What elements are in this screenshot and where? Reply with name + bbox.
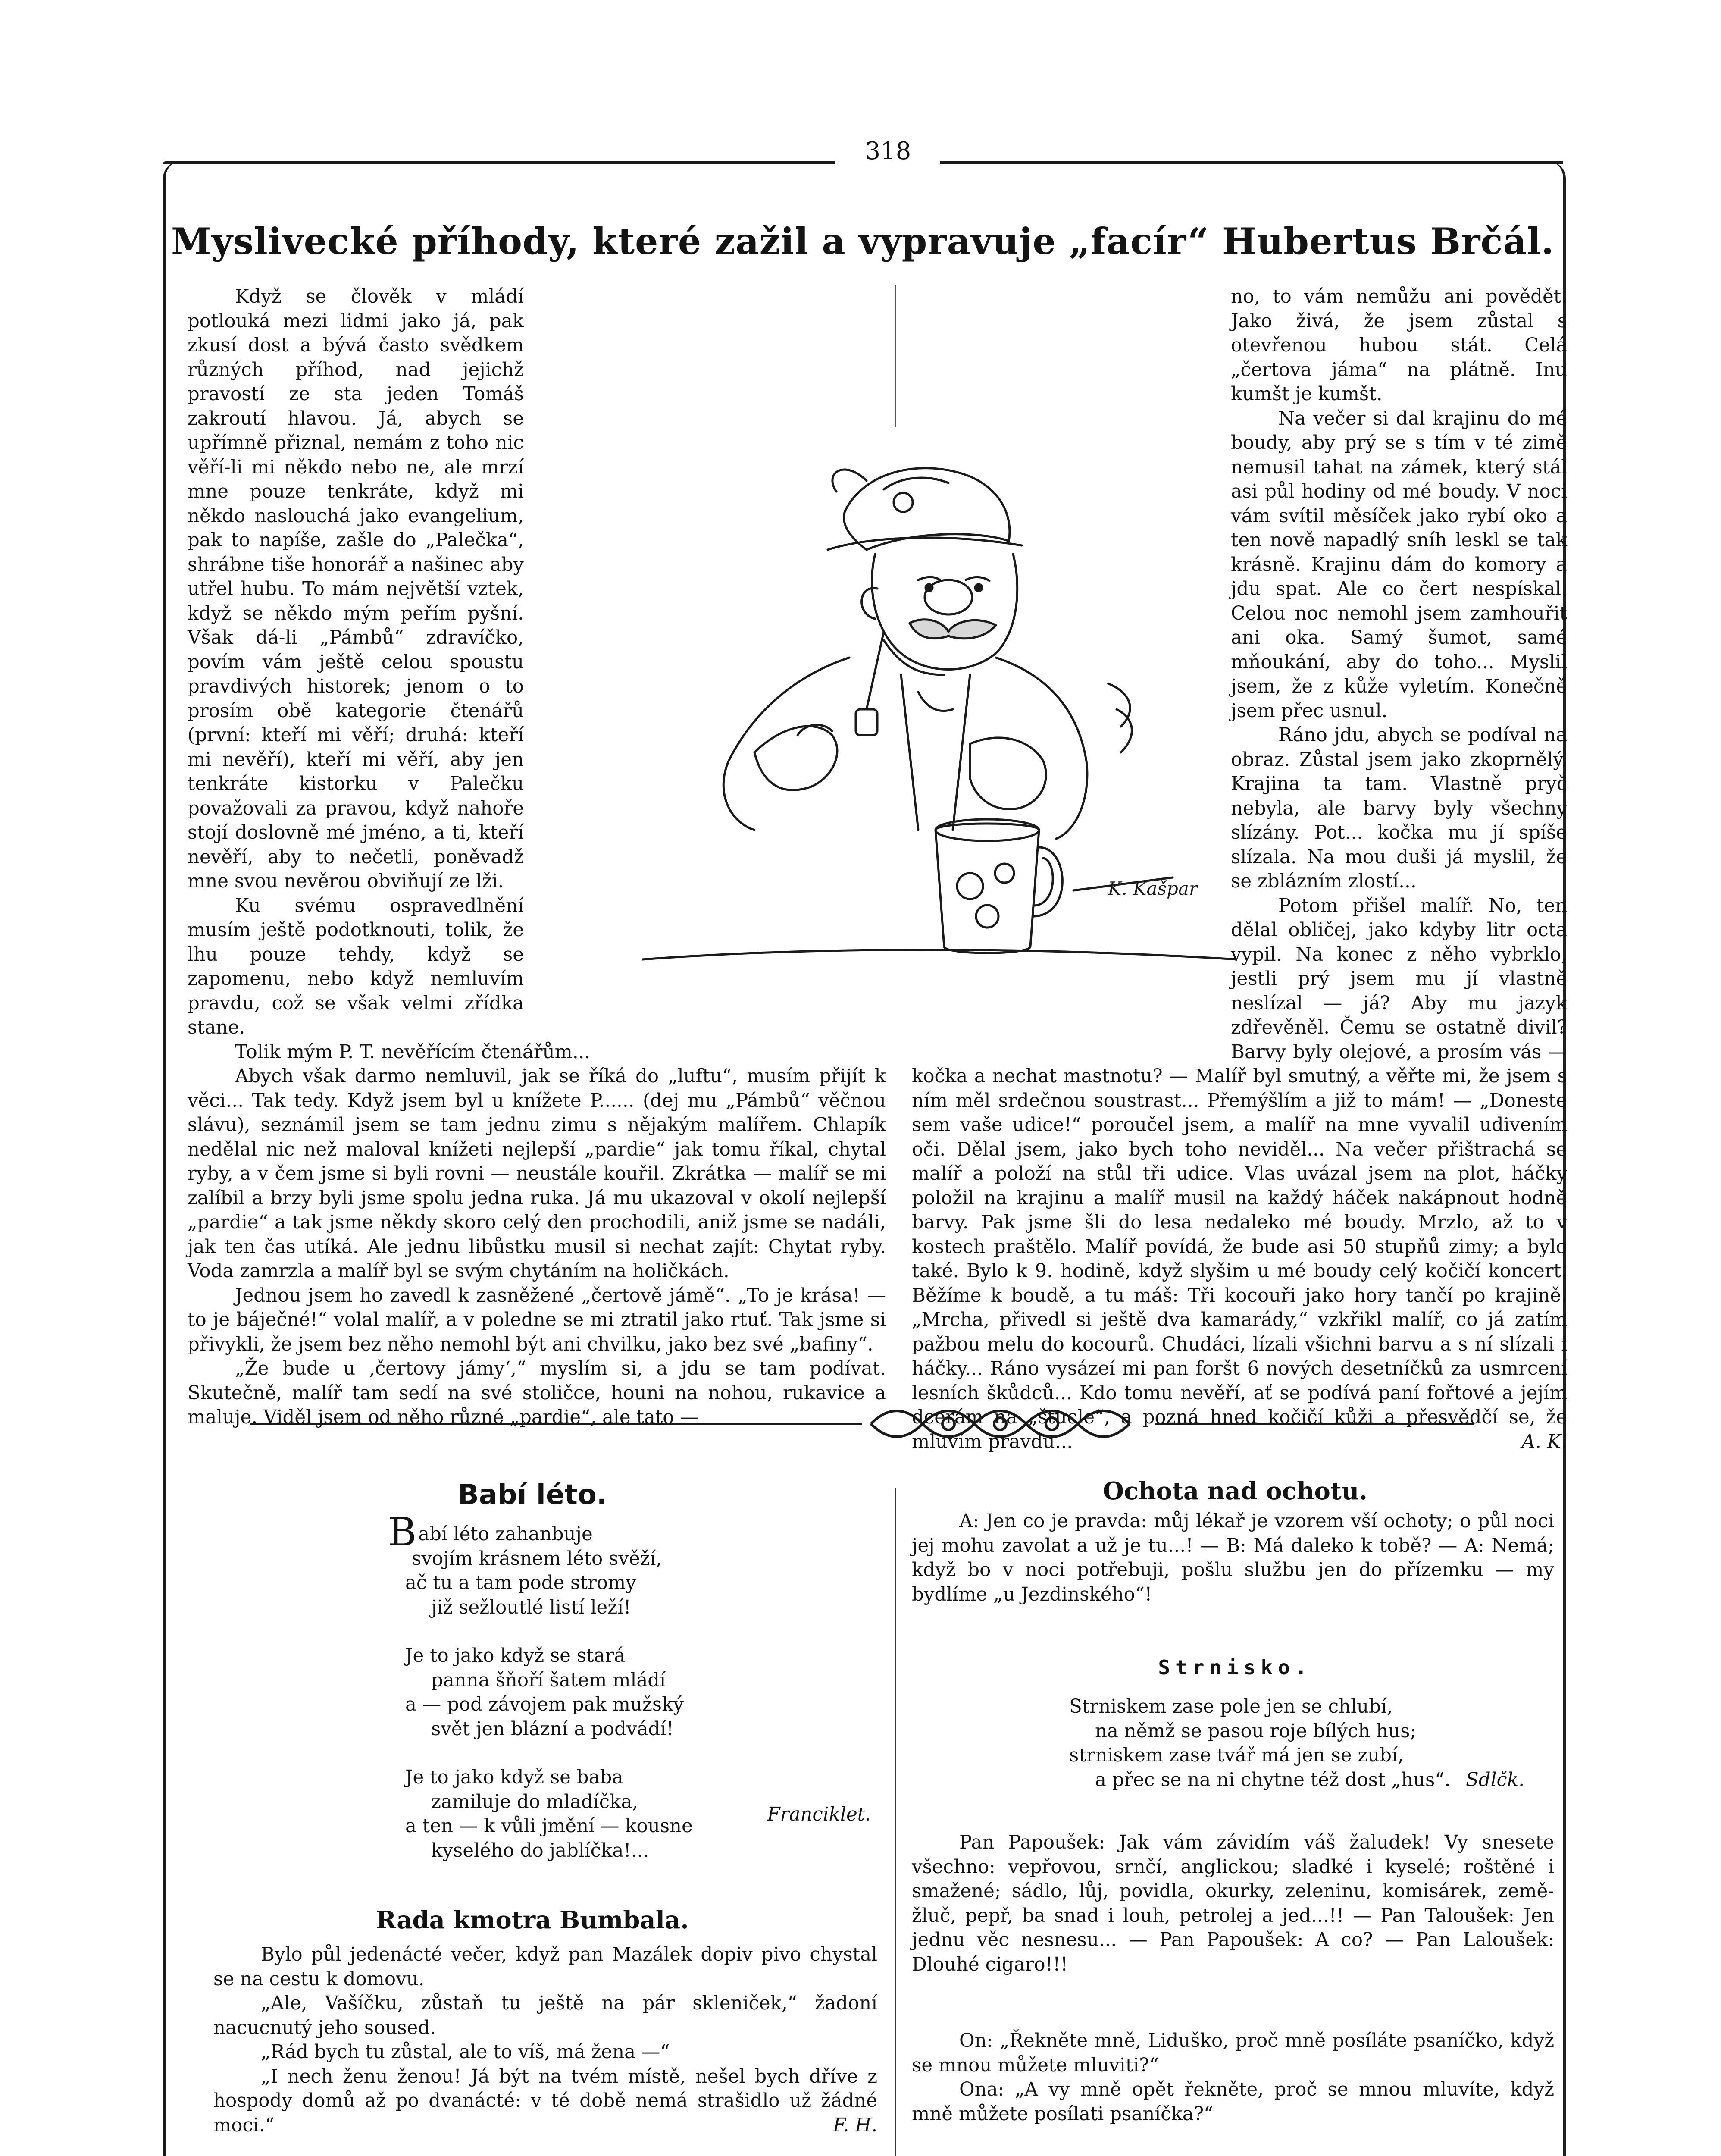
story-paragraph: Ráno jdu, abych se podíval na obraz. Zůstal jsem jako zkoprnělý. Krajina ta tam. Vlastně pryč nebyla, ale barvy byly všechny slízány. Pot... kočka mu jí spíše slízala. Na mou duši já myslil, že se zblázním zlostí... — [1231, 724, 1567, 892]
papousek-paragraph: Pan Papoušek: Jak vám závidím váš žaludek! Vy snesete všechno: vepřovou, srnčí, anglickou; sladké i kyselé; roštěné i smažené; sádlo, lůj, povidla, okurky, zeleninu, komisárek, země-žluč, pepř, ba snad i louh, petrolej a jed...!! — Pan Taloušek: Jen jednu věc nesnesu... — Pan Papoušek: A co? — Pan Laloušek: Dlouhé cigaro!!! — [912, 1832, 1554, 1975]
story-signature: A. K. — [1521, 1431, 1567, 1453]
rada-paragraph: „Ale, Vašíčku, zůstaň tu ještě na pár skleniček,“ žadoní nacucnutý jeho soused. — [213, 1993, 877, 2039]
page-title: Myslivecké příhody, které zažil a vypravuje „facír“ Hubertus Brčál. — [171, 220, 1555, 263]
hunter-illustration — [642, 451, 1237, 990]
rada-text — [213, 1943, 877, 2138]
poem-line: Je to jako když se baba — [405, 1767, 623, 1788]
ochota-heading: Ochota nad ochotu. — [1103, 1477, 1367, 1505]
strnisko-heading: Strnisko. — [1158, 1656, 1312, 1679]
dialog-ona: Ona: „A vy mně opět řekněte, proč se mnou mluvíte, když mně můžete posílati psaníčka?“ — [912, 2079, 1554, 2125]
strnisko-signature: Sdlčk. — [1466, 1769, 1525, 1791]
rada-signature: F. H. — [833, 2115, 877, 2136]
poem-line: svět jen blázní a podvádí! — [431, 1718, 674, 1740]
story-paragraph: Na večer si dal krajinu do mé boudy, aby prý se s tím v té zimě nemusil tahat na zámek, který stál asi půl hodiny od mé boudy. V noci vám svítil měsíček jako rybí oko a ten nově napadlý sníh leskl se tak krásně. Krajinu dám do komory a jdu spat. Ale co čert nespískal. Celou noc nemohl jsem zamhouřit ani oka. Samý šumot, samé mňoukání, aby do toho... Myslil jsem, že z kůže vyletím. Konečně jsem přec usnul. — [1231, 407, 1567, 722]
story-paragraph: Ku svému ospravedlnění musím ještě podotknouti, tolik, že lhu pouze tehdy, když se zapomenu, nebo když nemluvím pravdu, což se však velmi zřídka stane. — [188, 895, 524, 1038]
illustration-signature: K. Kašpar — [1108, 878, 1198, 899]
page-number: 318 — [865, 137, 911, 165]
poem-line: svojím krásnem léto svěží, — [412, 1548, 662, 1570]
story-paragraph: Abych však darmo nemluvil, jak se říká do „luftu“, musím přijít k věci... Tak tedy. Když jsem byl u knížete P...... (dej mu „Pámbů“ věčnou slávu), seznámil jsem se tam jednu zimu s nějakým malířem. Chlapík nedělal nic než maloval knížeti nejlepší „pardie“ jak tomu říkal, chytal ryby, a v čem jsme si byli rovni — neustále kouřil. Zkrátka — malíř se mi zalíbil a brzy byli jsme spolu jedna ruka. Já mu ukazoval v okolí nejlepší „pardie“ a tak jsme někdy skoro celý den prochodili, aniž jsme se nadáli, jak ten čas utíká. Ale jednu libůstku musil si nechat zajít: Chytat ryby. Voda zamrzla a malíř byl se svým chytáním na holičkách. — [188, 1065, 886, 1282]
ochota-text — [912, 1509, 1554, 1607]
story-paragraph: Když se člověk v mládí potlouká mezi lidmi jako já, pak zkusí dost a bývá často svědkem různých příhod, nad jejichž pravostí ze sta jeden Tomáš zakroutí hlavou. Já, abych se upřímně přiznal, nemám z toho nic věří-li mi někdo nebo ne, ale mrzí mne pouze tenkráte, když mi někdo naslouchá jako evangelium, pak to napíše, zašle do „Palečka“, shrábne tiše honorář a našinec aby utřel hubu. To mám největší vztek, když se někdo mým peřím pyšní. Však dá-li „Pámbů“ zdravíčko, povím vám ještě celou spoustu pravdivých historek; jenom o to prosím obě kategorie čtenářů (první: kteří mi věří; druhá: kteří mi nevěří), kteří mi věří, aby jen tenkráte kistorku v Palečku považovali za pravou, když nahoře stojí doslovně mé jméno, a ti, kteří nevěří, aby to nečetli, poněvadž mne svou nevěrou obviňují ze lži. — [188, 286, 524, 892]
story-paragraph: Potom přišel malíř. No, ten dělal obličej, jako kdyby litr octa vypil. Na konec z něho vybrklo, jestli prý jsem mu jí vlastně neslízal — já? Aby mu jazyk zdřevěněl. Čemu se ostatně divil? Barvy byly olejové, a prosím vás — kočka a nechat mastnotu? — Malíř byl smutný, a věřte mi, že jsem s ním měl srdečnou soustrast... Přemýšlím a již to mám! — „Doneste sem vaše udice!“ poroučel jsem, a malíř na mne vyvalil udivením oči. Dělal jsem, jako bych toho neviděl... Na večer přištrachá se malíř a položí na stůl tři udice. Vlas uvázal jsem na plot, háčky položil na krajinu a malíř musil na každý háček nakápnout hodně barvy. Pak jsme šli do lesa nedaleko mé boudy. Mrzlo, až to v kostech praštělo. Malíř povídá, že bude asi 50 stupňů zimy; a bylo také. Bylo k 9. hodině, když slyšim u mé boudy celý kočičí koncert. Běžíme k boudě, a tu máš: Tři kocouři jako hory tančí po krajině. „Mrcha, přivedl si ještě dva kamarády,“ vzkřikl malíř, co já zatím pažbou melu do kocourů. Chudáci, lízali všichni barvu a s ní slízali i háčky... Ráno vysázeí mi pan foršt 6 nových desetníčků za usmrcení lesních škůdců... Kdo tomu nevěří, ať se podívá paní fořtové a jejím dcerám na „štucle“, a pozná hned kočičí kůži a přesvědčí se, že mluvím pravdu... — [912, 895, 1567, 1453]
poem-line: zamiluje do mladíčka, — [431, 1791, 638, 1813]
rada-paragraph: „I nech ženu ženou! Já být na tvém místě, nešel bych dříve z hospody domů až po dvanácté: v té době nemá strašidlo už žádné moci.“ — [213, 2065, 877, 2136]
rada-paragraph: „Rád bych tu zůstal, ale to víš, má žena —“ — [261, 2041, 670, 2063]
story-paragraph: no, to vám nemůžu ani povědět. Jako živá, že jsem zůstal s otevřenou hubou stát. Celá „čertova jáma“ na plátně. Inu kumšt je kumšt. — [1231, 286, 1567, 405]
poem-line: ač tu a tam pode stromy — [405, 1572, 636, 1594]
dialog-on: On: „Řekněte mně, Liduško, proč mně posíláte psaníčko, když se mnou můžete mluviti?“ — [912, 2030, 1554, 2076]
story-paragraph: „Že bude u ‚čertovy jámy‘,“ myslím si, a jdu se tam podívat. Skutečně, malíř tam sedí na své stoličce, houni na nohou, rukavice a maluje. Viděl jsem od něho různé „pardie“, ale tato — — [188, 1358, 886, 1428]
papousek-text — [912, 1830, 1554, 1977]
poem-line: Je to jako když se stará — [405, 1645, 626, 1667]
dropcap: B — [388, 1510, 417, 1555]
poem-line: a ten — k vůli jmění — kousne — [405, 1815, 693, 1837]
poem-line: na němž se pasou roje bílých hus; — [1095, 1720, 1417, 1742]
column-rule-bottom — [895, 1488, 896, 2156]
poem-line: abí léto zahanbuje — [418, 1523, 593, 1545]
rada-paragraph: Bylo půl jedenácté večer, když pan Mazálek dopiv pivo chystal se na cestu k domovu. — [213, 1944, 877, 1990]
column-rule-top — [895, 285, 896, 427]
story-paragraph: Jednou jsem ho zavedl k zasněžené „čertově jámě“. „To je krása! — to je báječné!“ volal malíř, a v poledne se mi ztratil jako rtuť. Tak jsme si přivykli, že jsem bez něho nemohl být ani chvilku, jako bez své „bafiny“. — [188, 1285, 886, 1355]
poem-line: a přec se na ni chytne též dost „hus“. — [1095, 1769, 1451, 1791]
poem-line: Strniskem zase pole jen se chlubí, — [1069, 1696, 1393, 1717]
rada-heading: Rada kmotra Bumbala. — [376, 1906, 689, 1934]
poem-line: již sežloutlé listí leží! — [431, 1596, 631, 1618]
poem-line: a — pod závojem pak mužský — [405, 1694, 684, 1715]
ornamental-divider — [172, 1398, 1552, 1450]
poem-line: panna šňoří šatem mládí — [431, 1669, 666, 1691]
poem-line: strniskem zase tvář má jen se zubí, — [1069, 1745, 1404, 1766]
babi-leto-heading: Babí léto. — [457, 1479, 607, 1511]
story-paragraph: Tolik mým P. T. nevěřícím čtenářům... — [235, 1041, 591, 1063]
dialog-text — [912, 2029, 1554, 2126]
poem-line: kyselého do jablíčka!... — [431, 1839, 649, 1861]
babi-leto-signature: Franciklet. — [767, 1804, 871, 1825]
ochota-paragraph: A: Jen co je pravda: můj lékař je vzorem vší ochoty; o půl noci jej mohu zavolat a už je tu...! — B: Má daleko k tobě? — A: Nemá; když bo v noci potřebuji, pošlu službu jen do přízemku — my bydlíme „u Jezdinského“! — [912, 1510, 1554, 1605]
